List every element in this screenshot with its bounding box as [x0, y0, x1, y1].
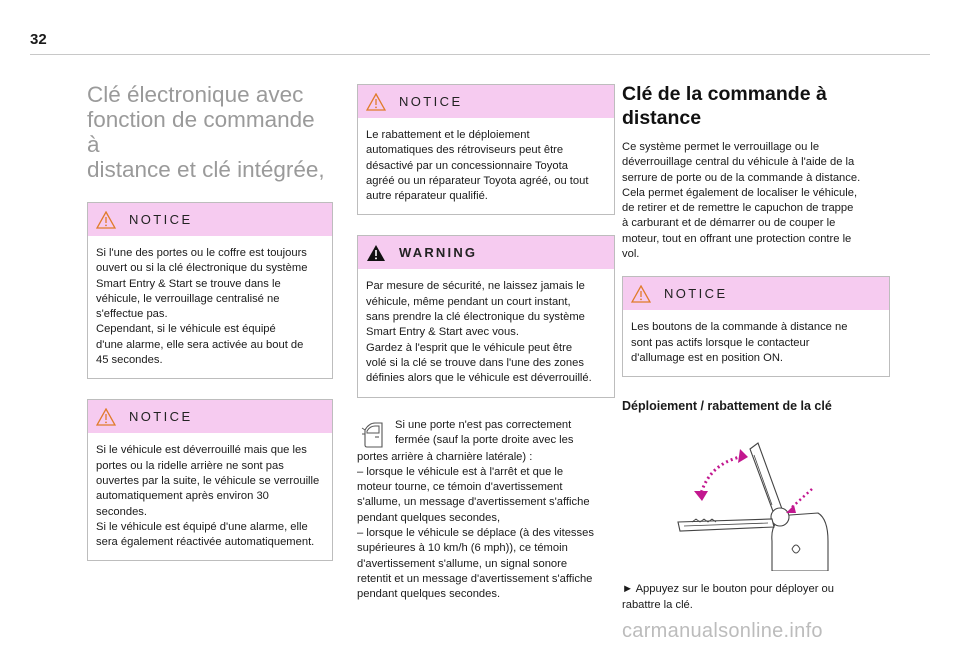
subheading-key-deploy: Déploiement / rabattement de la clé: [622, 399, 832, 414]
notice-box-remote-buttons: [622, 276, 890, 377]
key-deploy-illustration: [622, 429, 890, 571]
notice-label: NOTICE: [664, 286, 728, 302]
notice-text: Si l'une des portes ou le coffre est toujours ouvert ou si la clé électronique du système Smart Entry & Start se trouve dans le véhicule, le verrouillage centralisé ne s'effectue pas. Cependant, si le véhicule est équipé d'une alarme, elle sera activée au bout de 45 secondes.: [96, 247, 308, 367]
warning-triangle-icon: [366, 93, 386, 111]
notice-label: NOTICE: [399, 94, 463, 109]
header-rule: [30, 54, 930, 55]
notice-text: Si le véhicule est déverrouillé mais que les portes ou la ridelle arrière ne sont pas ouvertes par la suite, le véhicule se verrouille automatiquement après environ 30 secondes. Si le véhicule est équipé d'une alarme, elle sera également réactivée automatiquement.: [96, 444, 320, 549]
warning-triangle-icon: [96, 408, 116, 426]
notice-label: NOTICE: [129, 212, 193, 227]
notice-box-mirrors: [357, 84, 615, 215]
door-open-warning-icon: [361, 420, 387, 450]
door-warning-paragraph: Si une porte n'est pas correctement fermée (sauf la porte droite avec les portes arrière à charnière latérale) : – lorsque le véhicule est à l'arrêt et que le moteur tourne, ce témoin d'avertissement s'allume, un message d'avertissement s'affiche pendant quelques secondes, – lorsque le véhicule se déplace (à des vitesses supérieures à 10 km/h (6 mph)), ce témoin d'avertissement s'allume, un signal sonore retentit et un message d'avertissement s'affiche pendant quelques secondes.: [357, 418, 594, 601]
section-title-electronic-key: Clé électronique avec fonction de commande à distance et clé intégrée,: [87, 82, 325, 182]
section-title-remote-key: Clé de la commande à distance: [622, 83, 827, 129]
warning-label: WARNING: [399, 245, 478, 261]
remote-key-intro: Ce système permet le verrouillage ou le déverrouillage central du véhicule à l'aide de la serrure de porte ou de la commande à distance. Cela permet également de localiser le véhicule, de retirer et de remettre le capuchon de trappe à carburant et de démarrer ou de couper le moteur, tout en offrant une protection contre le vol.: [622, 141, 861, 261]
notice-box-doors-open: [87, 202, 333, 379]
column-1: [87, 82, 333, 581]
column-2: [357, 84, 615, 603]
warning-text: Par mesure de sécurité, ne laissez jamais le véhicule, même pendant un court instant, sans prendre la clé électronique du système Smart Entry & Start avec vous. Gardez à l'esprit que le véhicule peut être volé si la clé se trouve dans l'une des zones définies alors que le véhicule est déverrouillé.: [366, 280, 592, 385]
notice-text: Les boutons de la commande à distance ne sont pas actifs lorsque le contacteur d'allumage est en position ON.: [631, 321, 848, 364]
warning-triangle-filled-icon: [366, 244, 386, 262]
notice-label: NOTICE: [129, 409, 193, 425]
key-deploy-step: ► Appuyez sur le bouton pour déployer ou rabattre la clé.: [622, 583, 834, 611]
page-number: 32: [30, 31, 47, 48]
warning-box-key: [357, 235, 615, 397]
watermark: carmanualsonline.info: [622, 620, 823, 642]
column-3: [622, 82, 890, 613]
warning-triangle-icon: [631, 285, 651, 303]
notice-text: Le rabattement et le déploiement automatiques des rétroviseurs peut être désactivé par un concessionnaire Toyota agréé ou un réparateur Toyota agréé, ou tout autre réparateur qualifié.: [366, 129, 589, 203]
warning-triangle-icon: [96, 211, 116, 229]
notice-box-auto-relock: [87, 399, 333, 561]
